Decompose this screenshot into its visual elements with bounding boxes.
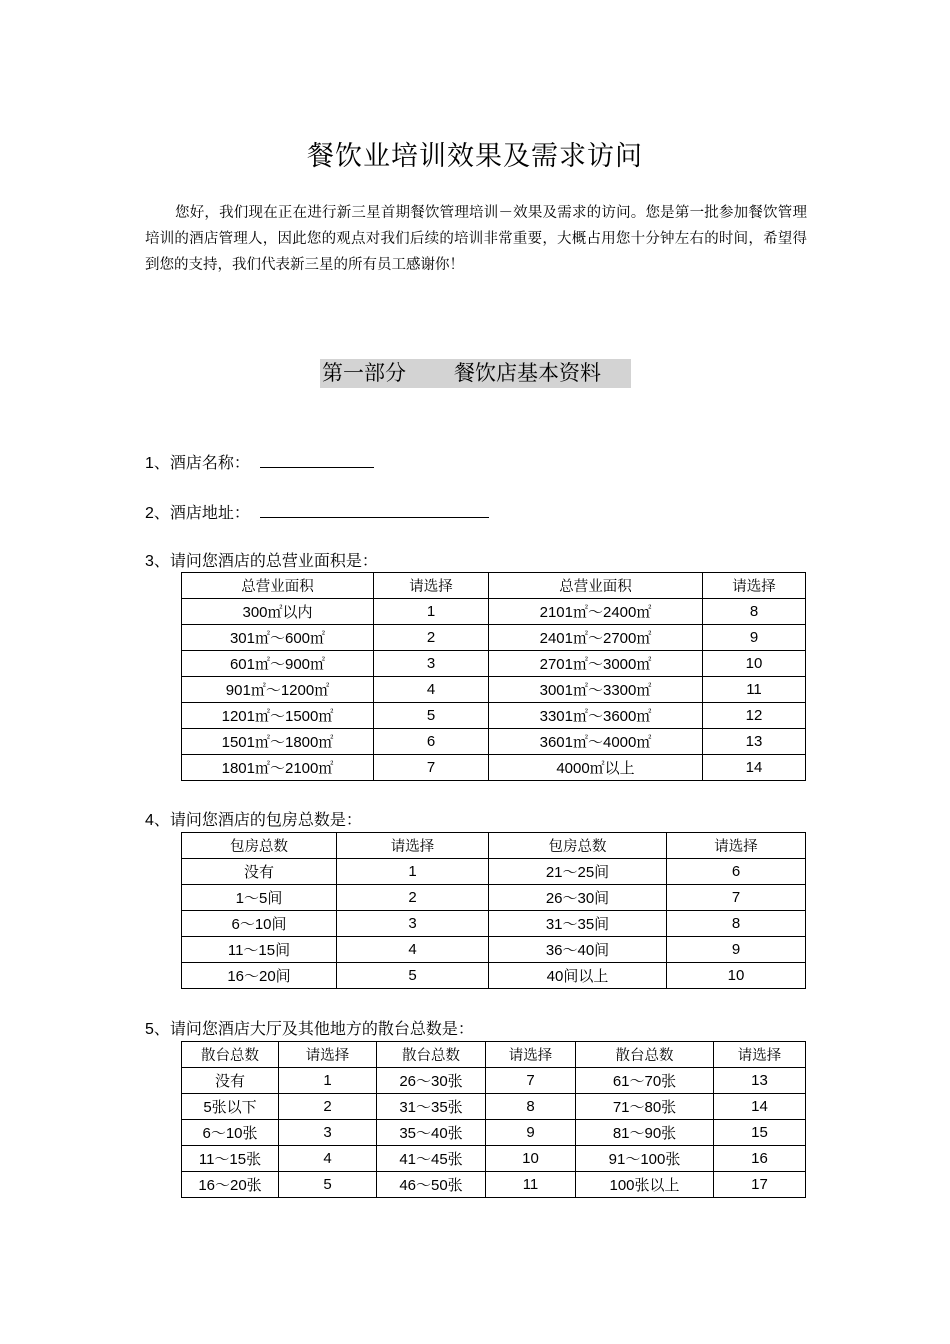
section-part: 第一部分 [322,361,406,385]
option-cell: 3601㎡～4000㎡ [489,729,703,755]
section-name: 餐饮店基本资料 [454,361,601,385]
choice-number-cell[interactable]: 13 [714,1068,806,1094]
choice-number-cell[interactable]: 17 [714,1172,806,1198]
question-3-number: 3 [145,553,154,570]
choice-number-cell[interactable]: 7 [667,885,806,911]
choice-number-cell[interactable]: 6 [374,729,489,755]
choice-number-cell[interactable]: 8 [486,1094,576,1120]
choice-number-cell[interactable]: 9 [486,1120,576,1146]
table-row [182,1094,806,1120]
column-header: 散台总数 [182,1042,279,1068]
option-cell: 601㎡～900㎡ [182,651,374,677]
option-cell: 2701㎡～3000㎡ [489,651,703,677]
table-row [182,1120,806,1146]
private-room-table [181,832,806,989]
choice-number-cell[interactable]: 11 [486,1172,576,1198]
table-row [182,651,806,677]
choice-number-cell[interactable]: 4 [279,1146,377,1172]
choice-number-cell[interactable]: 3 [279,1120,377,1146]
choice-number-cell[interactable]: 5 [279,1172,377,1198]
choice-number-cell[interactable]: 14 [714,1094,806,1120]
table-row [182,1172,806,1198]
table-row [182,1146,806,1172]
column-header: 请选择 [486,1042,576,1068]
column-header: 请选择 [703,573,806,599]
option-cell: 31～35张 [377,1094,486,1120]
choice-number-cell[interactable]: 2 [374,625,489,651]
column-header: 包房总数 [182,833,337,859]
table-header-row [182,833,806,859]
table-row [182,911,806,937]
table-row [182,625,806,651]
question-5-number: 5 [145,1021,154,1038]
choice-number-cell[interactable]: 8 [703,599,806,625]
column-header: 散台总数 [576,1042,714,1068]
question-3-label: 、请问您酒店的总营业面积是： [153,551,378,570]
section-heading [320,359,631,388]
option-cell: 26～30张 [377,1068,486,1094]
table-header-row [182,1042,806,1068]
option-cell: 46～50张 [377,1172,486,1198]
table-row [182,703,806,729]
hotel-name-blank[interactable] [260,451,374,468]
choice-number-cell[interactable]: 8 [667,911,806,937]
choice-number-cell[interactable]: 3 [337,911,489,937]
question-2-number: 2 [145,505,154,522]
question-5 [145,1018,474,1041]
option-cell: 4000㎡以上 [489,755,703,781]
option-cell: 1801㎡～2100㎡ [182,755,374,781]
area-table [181,572,806,781]
choice-number-cell[interactable]: 4 [337,937,489,963]
table-row [182,885,806,911]
choice-number-cell[interactable]: 14 [703,755,806,781]
option-cell: 没有 [182,859,337,885]
option-cell: 71～80张 [576,1094,714,1120]
option-cell: 11～15张 [182,1146,279,1172]
choice-number-cell[interactable]: 3 [374,651,489,677]
choice-number-cell[interactable]: 1 [374,599,489,625]
choice-number-cell[interactable]: 15 [714,1120,806,1146]
intro-paragraph: 您好，我们现在正在进行新三星首期餐饮管理培训－效果及需求的访问。您是第一批参加餐饮管理培训的酒店管理人，因此您的观点对我们后续的培训非常重要，大概占用您十分钟左右的时间，希望得到您的支持，我们代表新三星的所有员工感谢你！ [145,205,807,273]
choice-number-cell[interactable]: 9 [667,937,806,963]
option-cell: 901㎡～1200㎡ [182,677,374,703]
question-2 [145,501,489,525]
choice-number-cell[interactable]: 4 [374,677,489,703]
question-1-number: 1 [145,455,154,472]
column-header: 请选择 [374,573,489,599]
document-title: 餐饮业培训效果及需求访问 [307,141,643,172]
option-cell: 91～100张 [576,1146,714,1172]
question-4 [145,809,362,832]
option-cell: 36～40间 [489,937,667,963]
option-cell: 16～20间 [182,963,337,989]
column-header: 请选择 [337,833,489,859]
question-4-number: 4 [145,812,154,829]
question-1 [145,451,374,475]
table-row [182,755,806,781]
question-2-label: 、酒店地址： [153,503,250,522]
option-cell: 81～90张 [576,1120,714,1146]
hotel-address-blank[interactable] [260,501,489,518]
option-cell: 21～25间 [489,859,667,885]
option-cell: 11～15间 [182,937,337,963]
option-cell: 61～70张 [576,1068,714,1094]
option-cell: 3001㎡～3300㎡ [489,677,703,703]
choice-number-cell[interactable]: 10 [667,963,806,989]
column-header: 请选择 [667,833,806,859]
table-row [182,729,806,755]
column-header: 总营业面积 [182,573,374,599]
choice-number-cell[interactable]: 6 [667,859,806,885]
choice-number-cell[interactable]: 5 [337,963,489,989]
option-cell: 1～5间 [182,885,337,911]
choice-number-cell[interactable]: 1 [279,1068,377,1094]
option-cell: 41～45张 [377,1146,486,1172]
choice-number-cell[interactable]: 12 [703,703,806,729]
choice-number-cell[interactable]: 7 [374,755,489,781]
choice-number-cell[interactable]: 2 [279,1094,377,1120]
choice-number-cell[interactable]: 1 [337,859,489,885]
question-1-label: 、酒店名称： [153,453,250,472]
table-header-row [182,573,806,599]
question-4-label: 、请问您酒店的包房总数是： [153,810,362,829]
choice-number-cell[interactable]: 2 [337,885,489,911]
question-3 [145,550,378,573]
choice-number-cell[interactable]: 10 [486,1146,576,1172]
option-cell: 2101㎡～2400㎡ [489,599,703,625]
table-row [182,1068,806,1094]
option-cell: 3301㎡～3600㎡ [489,703,703,729]
column-header: 包房总数 [489,833,667,859]
column-header: 请选择 [714,1042,806,1068]
column-header: 总营业面积 [489,573,703,599]
table-row [182,937,806,963]
option-cell: 6～10间 [182,911,337,937]
question-5-label: 、请问您酒店大厅及其他地方的散台总数是： [153,1019,474,1038]
option-cell: 1501㎡～1800㎡ [182,729,374,755]
option-cell: 300㎡以内 [182,599,374,625]
option-cell: 没有 [182,1068,279,1094]
option-cell: 35～40张 [377,1120,486,1146]
choice-number-cell[interactable]: 10 [703,651,806,677]
option-cell: 301㎡～600㎡ [182,625,374,651]
option-cell: 100张以上 [576,1172,714,1198]
choice-number-cell[interactable]: 13 [703,729,806,755]
column-header: 请选择 [279,1042,377,1068]
table-count-table [181,1041,806,1198]
option-cell: 31～35间 [489,911,667,937]
option-cell: 6～10张 [182,1120,279,1146]
option-cell: 26～30间 [489,885,667,911]
choice-number-cell[interactable]: 11 [703,677,806,703]
choice-number-cell[interactable]: 9 [703,625,806,651]
option-cell: 40间以上 [489,963,667,989]
table-row [182,599,806,625]
table-row [182,677,806,703]
option-cell: 1201㎡～1500㎡ [182,703,374,729]
option-cell: 16～20张 [182,1172,279,1198]
table-row [182,963,806,989]
choice-number-cell[interactable]: 7 [486,1068,576,1094]
option-cell: 2401㎡～2700㎡ [489,625,703,651]
column-header: 散台总数 [377,1042,486,1068]
choice-number-cell[interactable]: 5 [374,703,489,729]
choice-number-cell[interactable]: 16 [714,1146,806,1172]
option-cell: 5张以下 [182,1094,279,1120]
table-row [182,859,806,885]
